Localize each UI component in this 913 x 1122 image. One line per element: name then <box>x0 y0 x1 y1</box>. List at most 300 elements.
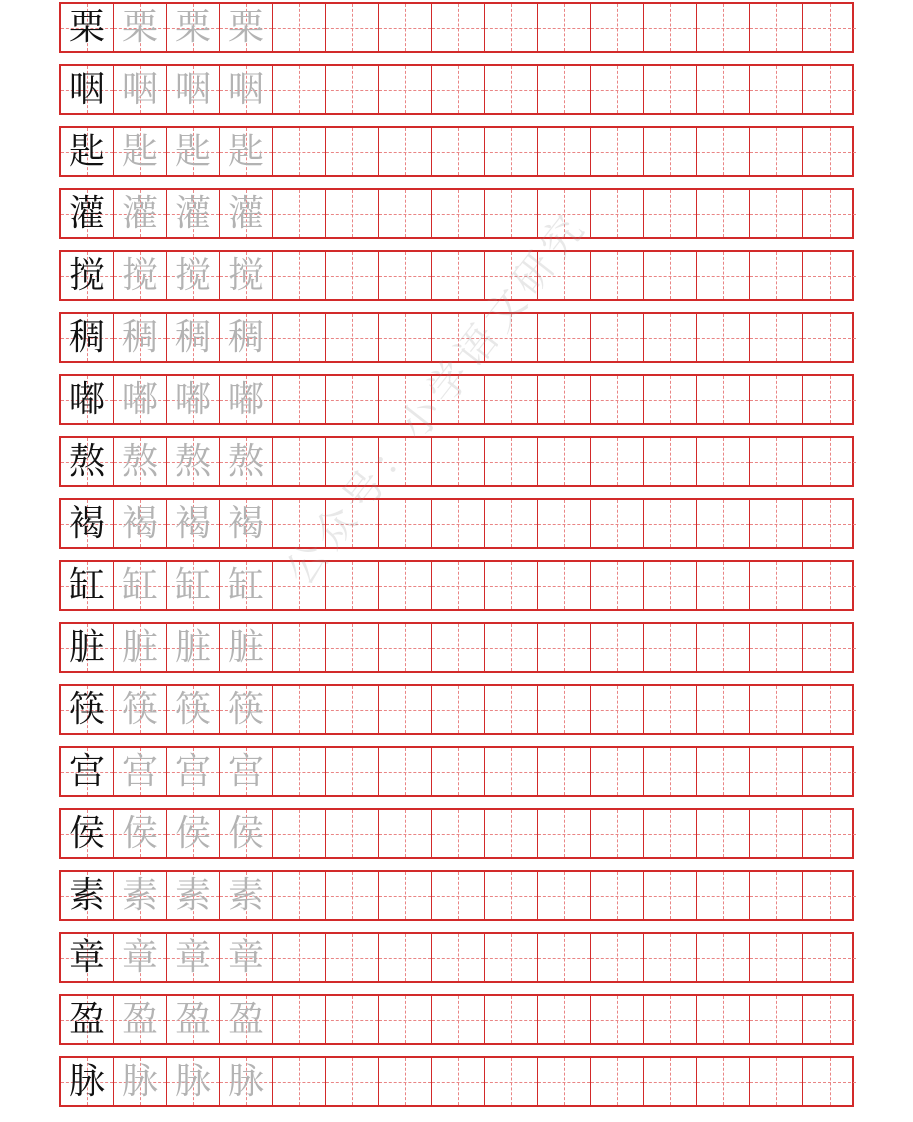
blank-writing-cell[interactable] <box>644 810 697 857</box>
blank-writing-cell[interactable] <box>273 376 326 423</box>
blank-writing-cell[interactable] <box>379 4 432 51</box>
blank-writing-cell[interactable] <box>644 376 697 423</box>
blank-writing-cell[interactable] <box>326 562 379 609</box>
blank-writing-cell[interactable] <box>750 686 803 733</box>
blank-writing-cell[interactable] <box>591 686 644 733</box>
model-character-cell <box>61 66 114 113</box>
blank-writing-cell[interactable] <box>326 996 379 1043</box>
trace-character: 匙 <box>174 130 211 172</box>
model-character-cell <box>61 190 114 237</box>
blank-writing-cell[interactable] <box>485 686 538 733</box>
trace-character: 盈 <box>174 998 211 1040</box>
blank-writing-cell[interactable] <box>538 872 591 919</box>
blank-writing-cell[interactable] <box>485 1058 538 1105</box>
blank-writing-cell[interactable] <box>750 810 803 857</box>
practice-row <box>59 746 854 797</box>
trace-character: 稠 <box>121 316 158 358</box>
trace-character-cell <box>167 4 220 51</box>
blank-writing-cell[interactable] <box>697 190 750 237</box>
blank-writing-cell[interactable] <box>591 1058 644 1105</box>
blank-writing-cell[interactable] <box>697 128 750 175</box>
trace-character: 嘟 <box>227 378 264 420</box>
trace-character: 章 <box>121 936 158 978</box>
blank-writing-cell[interactable] <box>379 376 432 423</box>
blank-writing-cell[interactable] <box>697 376 750 423</box>
trace-character-cell <box>114 314 167 361</box>
blank-writing-cell[interactable] <box>326 686 379 733</box>
trace-character: 咽 <box>174 68 211 110</box>
blank-writing-cell[interactable] <box>803 872 856 919</box>
trace-character: 素 <box>121 874 158 916</box>
trace-character: 脉 <box>174 1060 211 1102</box>
blank-writing-cell[interactable] <box>538 748 591 795</box>
blank-writing-cell[interactable] <box>273 1058 326 1105</box>
model-character: 熬 <box>68 440 105 482</box>
blank-writing-cell[interactable] <box>379 934 432 981</box>
model-character: 嘟 <box>68 378 105 420</box>
trace-character: 盈 <box>121 998 158 1040</box>
blank-writing-cell[interactable] <box>379 438 432 485</box>
blank-writing-cell[interactable] <box>379 314 432 361</box>
model-character-cell <box>61 128 114 175</box>
blank-writing-cell[interactable] <box>750 562 803 609</box>
trace-character: 灌 <box>174 192 211 234</box>
model-character: 宫 <box>68 750 105 792</box>
blank-writing-cell[interactable] <box>591 438 644 485</box>
blank-writing-cell[interactable] <box>750 934 803 981</box>
blank-writing-cell[interactable] <box>591 190 644 237</box>
model-character-cell <box>61 376 114 423</box>
trace-character-cell <box>114 686 167 733</box>
blank-writing-cell[interactable] <box>697 872 750 919</box>
blank-writing-cell[interactable] <box>432 872 485 919</box>
blank-writing-cell[interactable] <box>485 810 538 857</box>
blank-writing-cell[interactable] <box>697 66 750 113</box>
trace-character: 匙 <box>121 130 158 172</box>
model-character-cell <box>61 996 114 1043</box>
trace-character: 宫 <box>227 750 264 792</box>
practice-row <box>59 808 854 859</box>
trace-character: 侯 <box>121 812 158 854</box>
blank-writing-cell[interactable] <box>591 934 644 981</box>
blank-writing-cell[interactable] <box>432 376 485 423</box>
blank-writing-cell[interactable] <box>432 4 485 51</box>
blank-writing-cell[interactable] <box>591 996 644 1043</box>
blank-writing-cell[interactable] <box>750 66 803 113</box>
blank-writing-cell[interactable] <box>432 996 485 1043</box>
blank-writing-cell[interactable] <box>273 128 326 175</box>
blank-writing-cell[interactable] <box>538 996 591 1043</box>
blank-writing-cell[interactable] <box>644 252 697 299</box>
blank-writing-cell[interactable] <box>644 4 697 51</box>
trace-character-cell <box>114 748 167 795</box>
blank-writing-cell[interactable] <box>750 376 803 423</box>
trace-character: 宫 <box>174 750 211 792</box>
practice-row <box>59 1056 854 1107</box>
trace-character-cell <box>114 438 167 485</box>
blank-writing-cell[interactable] <box>379 624 432 671</box>
blank-writing-cell[interactable] <box>750 438 803 485</box>
blank-writing-cell[interactable] <box>591 314 644 361</box>
blank-writing-cell[interactable] <box>538 810 591 857</box>
trace-character-cell <box>114 190 167 237</box>
trace-character-cell <box>220 562 273 609</box>
blank-writing-cell[interactable] <box>326 500 379 547</box>
blank-writing-cell[interactable] <box>379 190 432 237</box>
model-character-cell <box>61 1058 114 1105</box>
blank-writing-cell[interactable] <box>538 314 591 361</box>
blank-writing-cell[interactable] <box>644 1058 697 1105</box>
model-character-cell <box>61 872 114 919</box>
blank-writing-cell[interactable] <box>379 996 432 1043</box>
trace-character: 栗 <box>227 6 264 48</box>
blank-writing-cell[interactable] <box>644 66 697 113</box>
model-character-cell <box>61 934 114 981</box>
blank-writing-cell[interactable] <box>273 562 326 609</box>
blank-writing-cell[interactable] <box>697 1058 750 1105</box>
blank-writing-cell[interactable] <box>326 376 379 423</box>
trace-character: 筷 <box>227 688 264 730</box>
blank-writing-cell[interactable] <box>803 190 856 237</box>
blank-writing-cell[interactable] <box>750 624 803 671</box>
blank-writing-cell[interactable] <box>273 314 326 361</box>
blank-writing-cell[interactable] <box>273 190 326 237</box>
blank-writing-cell[interactable] <box>485 872 538 919</box>
practice-row <box>59 188 854 239</box>
blank-writing-cell[interactable] <box>538 66 591 113</box>
blank-writing-cell[interactable] <box>273 872 326 919</box>
blank-writing-cell[interactable] <box>379 748 432 795</box>
blank-writing-cell[interactable] <box>538 500 591 547</box>
blank-writing-cell[interactable] <box>485 128 538 175</box>
blank-writing-cell[interactable] <box>750 996 803 1043</box>
practice-row <box>59 312 854 363</box>
blank-writing-cell[interactable] <box>644 872 697 919</box>
blank-writing-cell[interactable] <box>432 934 485 981</box>
blank-writing-cell[interactable] <box>379 66 432 113</box>
blank-writing-cell[interactable] <box>697 996 750 1043</box>
blank-writing-cell[interactable] <box>750 748 803 795</box>
model-character: 筷 <box>68 688 105 730</box>
blank-writing-cell[interactable] <box>644 438 697 485</box>
blank-writing-cell[interactable] <box>644 500 697 547</box>
blank-writing-cell[interactable] <box>485 624 538 671</box>
blank-writing-cell[interactable] <box>538 438 591 485</box>
blank-writing-cell[interactable] <box>803 810 856 857</box>
blank-writing-cell[interactable] <box>273 438 326 485</box>
blank-writing-cell[interactable] <box>750 1058 803 1105</box>
blank-writing-cell[interactable] <box>538 376 591 423</box>
trace-character-cell <box>114 500 167 547</box>
practice-row <box>59 684 854 735</box>
trace-character-cell <box>220 190 273 237</box>
blank-writing-cell[interactable] <box>803 934 856 981</box>
trace-character: 宫 <box>121 750 158 792</box>
blank-writing-cell[interactable] <box>803 996 856 1043</box>
blank-writing-cell[interactable] <box>591 500 644 547</box>
blank-writing-cell[interactable] <box>485 190 538 237</box>
blank-writing-cell[interactable] <box>432 686 485 733</box>
blank-writing-cell[interactable] <box>750 872 803 919</box>
blank-writing-cell[interactable] <box>538 686 591 733</box>
blank-writing-cell[interactable] <box>379 1058 432 1105</box>
practice-row <box>59 498 854 549</box>
model-character: 素 <box>68 874 105 916</box>
blank-writing-cell[interactable] <box>485 314 538 361</box>
blank-writing-cell[interactable] <box>591 252 644 299</box>
trace-character: 咽 <box>227 68 264 110</box>
trace-character-cell <box>114 66 167 113</box>
blank-writing-cell[interactable] <box>273 934 326 981</box>
blank-writing-cell[interactable] <box>485 996 538 1043</box>
blank-writing-cell[interactable] <box>326 190 379 237</box>
practice-row <box>59 870 854 921</box>
trace-character-cell <box>220 4 273 51</box>
model-character-cell <box>61 4 114 51</box>
blank-writing-cell[interactable] <box>485 376 538 423</box>
blank-writing-cell[interactable] <box>326 314 379 361</box>
trace-character-cell <box>114 872 167 919</box>
blank-writing-cell[interactable] <box>538 252 591 299</box>
trace-character: 搅 <box>121 254 158 296</box>
trace-character: 稠 <box>174 316 211 358</box>
blank-writing-cell[interactable] <box>538 4 591 51</box>
blank-writing-cell[interactable] <box>750 314 803 361</box>
trace-character-cell <box>220 66 273 113</box>
blank-writing-cell[interactable] <box>697 438 750 485</box>
blank-writing-cell[interactable] <box>379 686 432 733</box>
blank-writing-cell[interactable] <box>432 128 485 175</box>
trace-character: 盈 <box>227 998 264 1040</box>
blank-writing-cell[interactable] <box>326 66 379 113</box>
blank-writing-cell[interactable] <box>538 562 591 609</box>
blank-writing-cell[interactable] <box>644 624 697 671</box>
blank-writing-cell[interactable] <box>644 314 697 361</box>
blank-writing-cell[interactable] <box>273 996 326 1043</box>
trace-character: 熬 <box>121 440 158 482</box>
blank-writing-cell[interactable] <box>644 562 697 609</box>
blank-writing-cell[interactable] <box>803 376 856 423</box>
model-character: 栗 <box>68 6 105 48</box>
blank-writing-cell[interactable] <box>750 4 803 51</box>
blank-writing-cell[interactable] <box>803 500 856 547</box>
blank-writing-cell[interactable] <box>326 128 379 175</box>
trace-character-cell <box>220 376 273 423</box>
blank-writing-cell[interactable] <box>803 128 856 175</box>
blank-writing-cell[interactable] <box>538 1058 591 1105</box>
blank-writing-cell[interactable] <box>326 934 379 981</box>
trace-character: 筷 <box>174 688 211 730</box>
blank-writing-cell[interactable] <box>697 500 750 547</box>
blank-writing-cell[interactable] <box>750 128 803 175</box>
blank-writing-cell[interactable] <box>697 686 750 733</box>
blank-writing-cell[interactable] <box>697 624 750 671</box>
blank-writing-cell[interactable] <box>697 934 750 981</box>
trace-character-cell <box>167 314 220 361</box>
blank-writing-cell[interactable] <box>273 66 326 113</box>
blank-writing-cell[interactable] <box>803 4 856 51</box>
blank-writing-cell[interactable] <box>379 500 432 547</box>
blank-writing-cell[interactable] <box>697 314 750 361</box>
blank-writing-cell[interactable] <box>591 4 644 51</box>
blank-writing-cell[interactable] <box>591 810 644 857</box>
trace-character-cell <box>167 252 220 299</box>
blank-writing-cell[interactable] <box>485 500 538 547</box>
blank-writing-cell[interactable] <box>644 996 697 1043</box>
blank-writing-cell[interactable] <box>644 128 697 175</box>
model-character: 盈 <box>68 998 105 1040</box>
model-character: 脏 <box>68 626 105 668</box>
trace-character-cell <box>220 1058 273 1105</box>
blank-writing-cell[interactable] <box>273 252 326 299</box>
blank-writing-cell[interactable] <box>326 1058 379 1105</box>
practice-row <box>59 64 854 115</box>
blank-writing-cell[interactable] <box>273 500 326 547</box>
trace-character: 章 <box>227 936 264 978</box>
blank-writing-cell[interactable] <box>644 934 697 981</box>
blank-writing-cell[interactable] <box>379 872 432 919</box>
blank-writing-cell[interactable] <box>432 500 485 547</box>
blank-writing-cell[interactable] <box>591 624 644 671</box>
trace-character-cell <box>114 562 167 609</box>
blank-writing-cell[interactable] <box>697 4 750 51</box>
trace-character-cell <box>167 810 220 857</box>
trace-character-cell <box>167 686 220 733</box>
blank-writing-cell[interactable] <box>644 190 697 237</box>
trace-character-cell <box>114 624 167 671</box>
blank-writing-cell[interactable] <box>803 562 856 609</box>
blank-writing-cell[interactable] <box>485 934 538 981</box>
model-character-cell <box>61 686 114 733</box>
model-character-cell <box>61 748 114 795</box>
blank-writing-cell[interactable] <box>326 252 379 299</box>
blank-writing-cell[interactable] <box>485 66 538 113</box>
trace-character-cell <box>220 252 273 299</box>
blank-writing-cell[interactable] <box>432 562 485 609</box>
trace-character-cell <box>220 314 273 361</box>
blank-writing-cell[interactable] <box>803 686 856 733</box>
blank-writing-cell[interactable] <box>591 376 644 423</box>
blank-writing-cell[interactable] <box>273 686 326 733</box>
blank-writing-cell[interactable] <box>803 1058 856 1105</box>
blank-writing-cell[interactable] <box>485 252 538 299</box>
blank-writing-cell[interactable] <box>326 872 379 919</box>
trace-character-cell <box>220 500 273 547</box>
blank-writing-cell[interactable] <box>803 314 856 361</box>
blank-writing-cell[interactable] <box>379 810 432 857</box>
blank-writing-cell[interactable] <box>485 438 538 485</box>
blank-writing-cell[interactable] <box>273 624 326 671</box>
trace-character-cell <box>220 996 273 1043</box>
blank-writing-cell[interactable] <box>273 748 326 795</box>
blank-writing-cell[interactable] <box>432 748 485 795</box>
blank-writing-cell[interactable] <box>803 438 856 485</box>
blank-writing-cell[interactable] <box>538 128 591 175</box>
blank-writing-cell[interactable] <box>803 624 856 671</box>
trace-character: 栗 <box>121 6 158 48</box>
trace-character: 搅 <box>227 254 264 296</box>
blank-writing-cell[interactable] <box>432 190 485 237</box>
blank-writing-cell[interactable] <box>750 252 803 299</box>
blank-writing-cell[interactable] <box>538 934 591 981</box>
practice-row <box>59 374 854 425</box>
blank-writing-cell[interactable] <box>432 314 485 361</box>
blank-writing-cell[interactable] <box>379 252 432 299</box>
blank-writing-cell[interactable] <box>750 190 803 237</box>
blank-writing-cell[interactable] <box>485 748 538 795</box>
model-character: 搅 <box>68 254 105 296</box>
watermark: 公众号：小学语文研究 <box>277 203 597 594</box>
blank-writing-cell[interactable] <box>432 438 485 485</box>
trace-character-cell <box>220 438 273 485</box>
blank-writing-cell[interactable] <box>538 624 591 671</box>
trace-character-cell <box>167 190 220 237</box>
blank-writing-cell[interactable] <box>326 438 379 485</box>
blank-writing-cell[interactable] <box>644 686 697 733</box>
blank-writing-cell[interactable] <box>326 810 379 857</box>
model-character: 匙 <box>68 130 105 172</box>
blank-writing-cell[interactable] <box>803 252 856 299</box>
practice-row <box>59 436 854 487</box>
trace-character: 灌 <box>121 192 158 234</box>
blank-writing-cell[interactable] <box>591 128 644 175</box>
blank-writing-cell[interactable] <box>485 562 538 609</box>
blank-writing-cell[interactable] <box>538 190 591 237</box>
blank-writing-cell[interactable] <box>697 562 750 609</box>
blank-writing-cell[interactable] <box>591 872 644 919</box>
trace-character: 侯 <box>174 812 211 854</box>
blank-writing-cell[interactable] <box>697 748 750 795</box>
blank-writing-cell[interactable] <box>379 562 432 609</box>
model-character-cell <box>61 438 114 485</box>
blank-writing-cell[interactable] <box>273 810 326 857</box>
blank-writing-cell[interactable] <box>379 128 432 175</box>
blank-writing-cell[interactable] <box>803 66 856 113</box>
trace-character-cell <box>114 1058 167 1105</box>
trace-character-cell <box>220 624 273 671</box>
trace-character: 匙 <box>227 130 264 172</box>
blank-writing-cell[interactable] <box>432 810 485 857</box>
trace-character: 嘟 <box>174 378 211 420</box>
trace-character-cell <box>220 128 273 175</box>
blank-writing-cell[interactable] <box>697 810 750 857</box>
trace-character: 灌 <box>227 192 264 234</box>
blank-writing-cell[interactable] <box>432 252 485 299</box>
blank-writing-cell[interactable] <box>326 624 379 671</box>
blank-writing-cell[interactable] <box>644 748 697 795</box>
blank-writing-cell[interactable] <box>485 4 538 51</box>
model-character: 褐 <box>68 502 105 544</box>
blank-writing-cell[interactable] <box>591 748 644 795</box>
blank-writing-cell[interactable] <box>591 66 644 113</box>
trace-character-cell <box>167 872 220 919</box>
blank-writing-cell[interactable] <box>326 748 379 795</box>
blank-writing-cell[interactable] <box>273 4 326 51</box>
blank-writing-cell[interactable] <box>326 4 379 51</box>
model-character-cell <box>61 314 114 361</box>
trace-character-cell <box>114 4 167 51</box>
blank-writing-cell[interactable] <box>697 252 750 299</box>
blank-writing-cell[interactable] <box>432 624 485 671</box>
blank-writing-cell[interactable] <box>432 1058 485 1105</box>
blank-writing-cell[interactable] <box>803 748 856 795</box>
trace-character: 脏 <box>121 626 158 668</box>
practice-row <box>59 932 854 983</box>
trace-character-cell <box>167 1058 220 1105</box>
blank-writing-cell[interactable] <box>750 500 803 547</box>
blank-writing-cell[interactable] <box>591 562 644 609</box>
blank-writing-cell[interactable] <box>432 66 485 113</box>
